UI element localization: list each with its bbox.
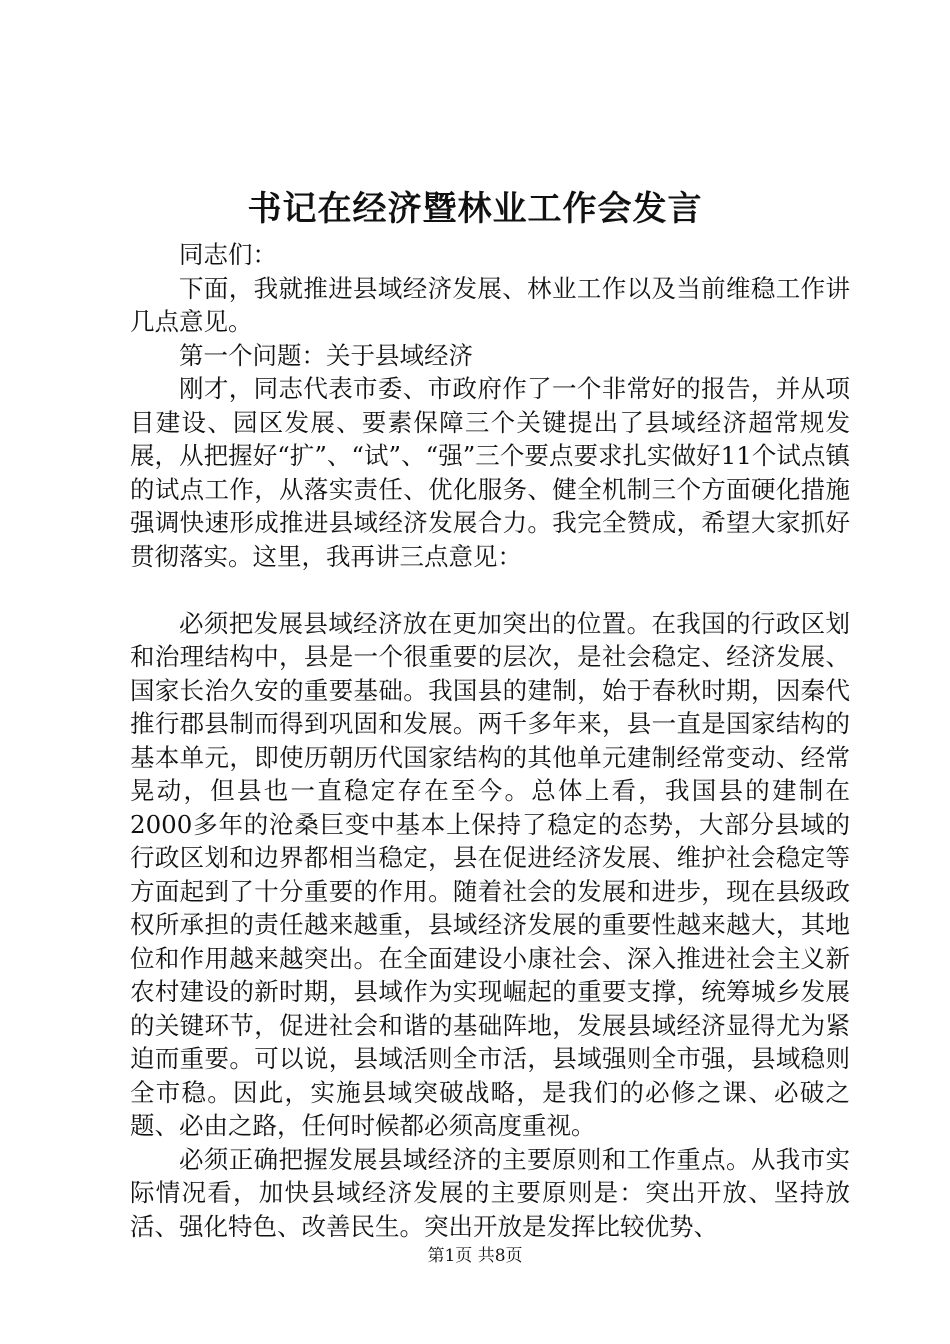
document-title: 书记在经济暨林业工作会发言 — [247, 189, 703, 229]
paragraph-point-1: 必须把发展县域经济放在更加突出的位置。在我国的行政区划和治理结构中，县是一个很重要的层次，是社会稳定、经济发展、国家长治久安的重要基础。我国县的建制，始于春秋时期，因秦代推行郡县制而得到巩固和发展。两千多年来，县一直是国家结构的基本单元，即使历朝历代国家结构的其他单元建制经常变动、经常晃动，但县也一直稳定存在至今。总体上看，我国县的建制在2000多年的沧桑巨变中基本上保持了稳定的态势，大部分县域的行政区划和边界都相当稳定，县在促进经济发展、维护社会稳定等方面起到了十分重要的作用。随着社会的发展和进步，现在县级政权所承担的责任越来越重，县域经济发展的重要性越来越大，其地位和作用越来越突出。在全面建设小康社会、深入推进社会主义新农村建设的新时期，县域作为实现崛起的重要支撑，统筹城乡发展的关键环节，促进社会和谐的基础阵地，发展县域经济显得尤为紧迫而重要。可以说，县域活则全市活，县域强则全市强，县域稳则全市稳。因此，实施县域突破战略，是我们的必修之课、必破之题、必由之路，任何时候都必须高度重视。 — [130, 608, 850, 1140]
paragraph-report-summary: 刚才，同志代表市委、市政府作了一个非常好的报告，并从项目建设、园区发展、要素保障三个关键提出了县域经济超常规发展，从把握好“扩”、“试”、“强”三个要点要求扎实做好11个试点镇的试点工作，从落实责任、优化服务、健全机制三个方面硬化措施强调快速形成推进县域经济发展合力。我完全赞成，希望大家抓好贯彻落实。这里，我再讲三点意见： — [130, 374, 850, 571]
paragraph-heading-1: 第一个问题：关于县域经济 — [179, 340, 473, 370]
paragraph-point-2: 必须正确把握发展县域经济的主要原则和工作重点。从我市实际情况看，加快县域经济发展的主要原则是：突出开放、坚持放活、强化特色、改善民生。突出开放是发挥比较优势、 — [130, 1144, 850, 1241]
paragraph-salutation: 同志们： — [179, 240, 277, 269]
page-number-footer: 第1页 共8页 — [427, 1246, 523, 1266]
paragraph-intro: 下面，我就推进县域经济发展、林业工作以及当前维稳工作讲几点意见。 — [130, 273, 850, 336]
document-body — [130, 238, 850, 1243]
